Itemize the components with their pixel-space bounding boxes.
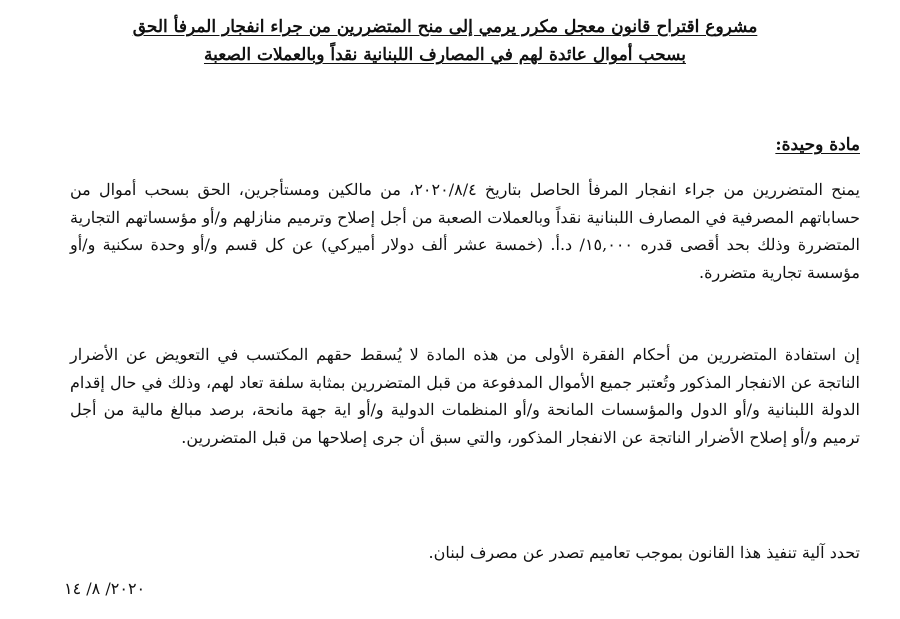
paragraph-3: تحدد آلية تنفيذ هذا القانون بموجب تعاميم تصدر عن مصرف لبنان.	[428, 543, 860, 562]
paragraph-1: يمنح المتضررين من جراء انفجار المرفأ الحاصل بتاريخ ٢٠٢٠/٨/٤، من مالكين ومستأجرين، الحق بسحب أموال من حساباتهم المصرفية في المصارف اللبنانية نقداً وبالعملات الصعبة من أجل إصلاح وترميم منازلهم و/أو مؤسساتهم التجارية المتضررة وذلك بحد أقصى قدره ١٥,٠٠٠/ د.أ. (خمسة عشر ألف دولار أميركي) عن كل قسم و/أو وحدة سكنية و/أو مؤسسة تجارية متضررة.	[70, 180, 860, 282]
article-heading: مادة وحيدة:	[775, 135, 860, 155]
document-title-line-1: مشروع اقتراح قانون معجل مكرر يرمي إلى منح المتضررين من جراء انفجار المرفأ الحق	[132, 17, 758, 37]
paragraph-2: إن استفادة المتضررين من أحكام الفقرة الأولى من هذه المادة لا يُسقط حقهم المكتسب في التعويض عن الأضرار الناتجة عن الانفجار المذكور وتُعتبر جميع الأموال المدفوعة من قبل المتضررين بمثابة سلفة تعاد لهم، وذلك في حال إقدام الدولة اللبنانية و/أو الدول والمؤسسات المانحة و/أو المنظمات الدولية و/أو اية جهة مانحة، برصد مبالغ مالية من أجل ترميم و/أو إصلاح الأضرار الناتجة عن الانفجار المذكور، والتي سبق أن جرى إصلاحها من قبل المتضررين.	[70, 345, 860, 447]
document-date: ٢٠٢٠/ ٨/ ١٤	[64, 579, 146, 598]
document-title-line-2: بسحب أموال عائدة لهم في المصارف اللبنانية نقداً وبالعملات الصعبة	[203, 45, 686, 65]
